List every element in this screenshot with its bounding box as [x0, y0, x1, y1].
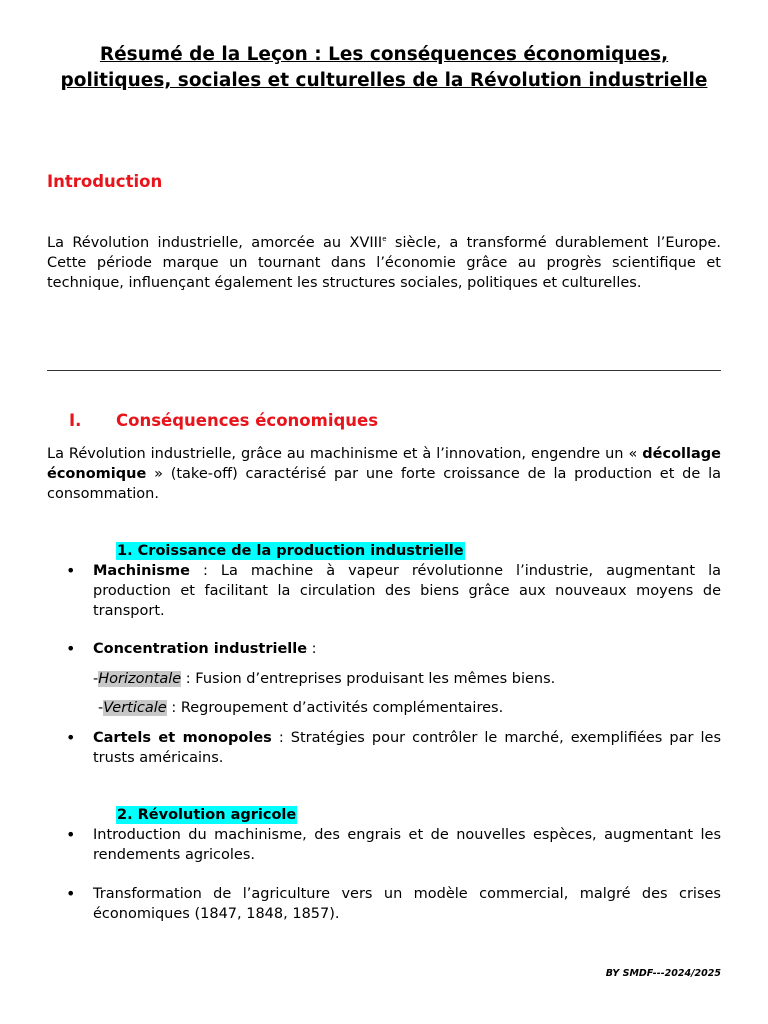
- vertical-term: Verticale: [103, 700, 167, 716]
- takeoff-term: décollage économique: [47, 446, 721, 482]
- concentration-horizontal: [93, 669, 555, 689]
- lesson-title: Résumé de la Leçon : Les conséquences économiques, politiques, sociales et culturelles de la Révolution industrielle: [60, 44, 708, 91]
- bullet-term: Cartels et monopoles: [93, 730, 272, 746]
- introduction-paragraph: [47, 233, 721, 293]
- list-item: • Introduction du machinisme, des engrais et de nouvelles espèces, augmentant les rendements agricoles.: [93, 825, 721, 865]
- horizontal-term: Horizontale: [98, 671, 182, 687]
- concentration-vertical: [98, 698, 503, 718]
- section-1-intro-start: La Révolution industrielle, grâce au machinisme et à l’innovation, engendre un «: [47, 446, 643, 462]
- horizontal-divider: [47, 370, 721, 371]
- intro-text-end: siècle, a transformé durablement l’Europe. Cette période marque un tournant dans l’économie grâce au progrès scientifique et technique, influençant également les structures sociales, politiques et culturelles.: [47, 235, 721, 291]
- list-item: [93, 561, 721, 621]
- section-1-title: Conséquences économiques: [116, 411, 379, 430]
- dash-prefix: -: [93, 671, 99, 687]
- vertical-text: : Regroupement d’activités complémentaires.: [166, 700, 504, 716]
- subsection-1-heading: 1. Croissance de la production industrielle: [117, 543, 464, 559]
- section-1-intro-end: » (take-off) caractérisé par une forte croissance de la production et de la consommation.: [47, 466, 721, 502]
- introduction-heading: Introduction: [47, 172, 163, 191]
- list-item: [93, 639, 721, 659]
- list-item: [93, 728, 721, 768]
- century-superscript: e: [382, 235, 387, 244]
- subsection-2-heading: 2. Révolution agricole: [117, 807, 297, 823]
- footer-credit: BY SMDF---2024/2025: [605, 968, 721, 979]
- section-1-intro: [47, 444, 721, 504]
- bullet-text: : Stratégies pour contrôler le marché, exemplifiées par les trusts américains.: [93, 730, 722, 766]
- list-item: • Transformation de l’agriculture vers un modèle commercial, malgré des crises économiques (1847, 1848, 1857).: [93, 884, 721, 924]
- bullet-text: : La machine à vapeur révolutionne l’industrie, augmentant la production et facilitant la circulation des biens grâce aux nouveaux moyens de transport.: [93, 563, 721, 619]
- bullet-term: Concentration industrielle: [93, 641, 308, 657]
- section-1-heading: [69, 411, 378, 430]
- section-1-number: I.: [69, 411, 82, 430]
- dash-prefix: -: [98, 700, 104, 716]
- bullet-text: :: [307, 641, 317, 657]
- intro-text-start: La Révolution industrielle, amorcée au XVIII: [47, 235, 383, 251]
- bullet-term: Machinisme: [93, 563, 190, 579]
- horizontal-text: : Fusion d’entreprises produisant les mêmes biens.: [181, 671, 556, 687]
